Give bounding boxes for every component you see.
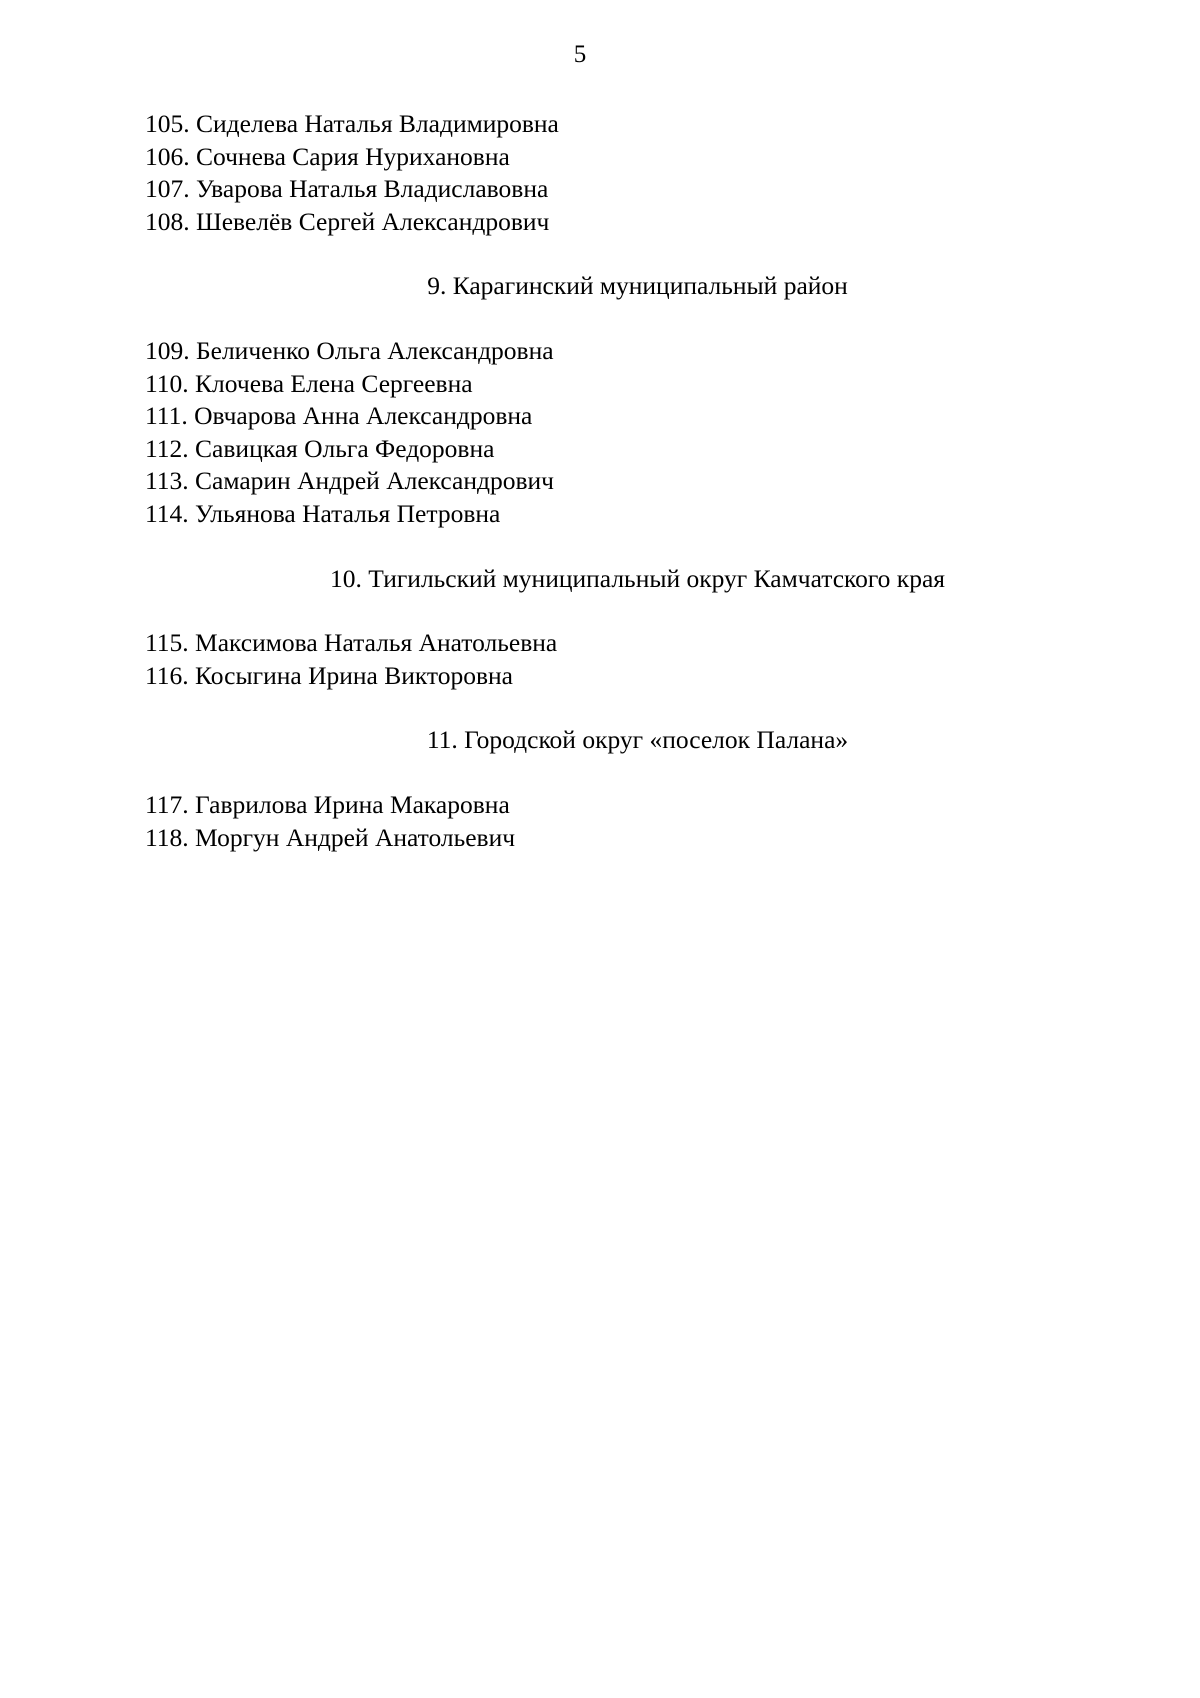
list-item: 118. Моргун Андрей Анатольевич [145, 822, 516, 852]
list-group [145, 335, 1145, 531]
document-body [145, 108, 1145, 854]
list-item: 113. Самарин Андрей Александрович [145, 466, 554, 496]
list-item: 111. Овчарова Анна Александровна [145, 401, 533, 431]
list-group [145, 627, 1145, 692]
list-group [145, 108, 1145, 238]
section-heading: 9. Карагинский муниципальный район [427, 271, 848, 301]
list-item: 110. Клочева Елена Сергеевна [145, 368, 473, 398]
section-heading: 11. Городской округ «поселок Палана» [426, 725, 849, 755]
list-item: 117. Гаврилова Ирина Макаровна [145, 789, 510, 819]
list-item: 106. Сочнева Сария Нурихановна [145, 141, 510, 171]
list-item: 116. Косыгина Ирина Викторовна [145, 660, 513, 690]
list-item: 109. Беличенко Ольга Александровна [145, 335, 554, 365]
page-number: 5 [573, 41, 587, 68]
list-item: 105. Сиделева Наталья Владимировна [145, 109, 559, 138]
list-item: 108. Шевелёв Сергей Александрович [145, 206, 550, 236]
list-item: 112. Савицкая Ольга Федоровна [145, 433, 495, 463]
list-item: 114. Ульянова Наталья Петровна [145, 498, 501, 528]
list-item: 107. Уварова Наталья Владиславовна [145, 174, 549, 204]
list-group [145, 789, 1145, 854]
section-heading: 10. Тигильский муниципальный округ Камчатского края [330, 563, 945, 593]
list-item: 115. Максимова Наталья Анатольевна [145, 628, 558, 658]
